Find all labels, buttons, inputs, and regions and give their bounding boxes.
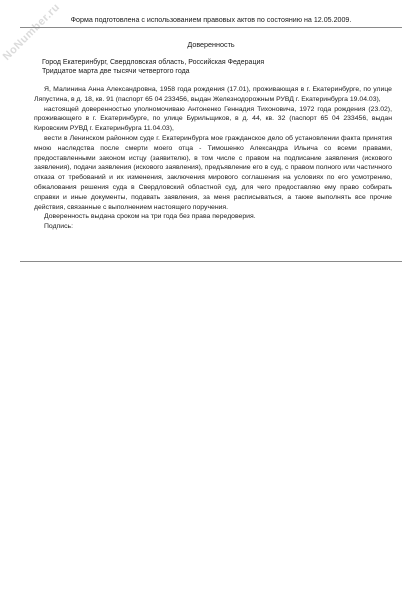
principal-paragraph: Я, Малинина Анна Александровна, 1958 года рождения (17.01), проживающая в г. Екатеринбурге, по улице Ляпустина, в д. 18, кв. 91 (паспорт 65 04 233456, выдан Железнодорожным РУВД г. Екатеринбурга 19.04.03), — [34, 86, 392, 103]
attorney-paragraph: настоящей доверенностью уполномочиваю Антоненко Геннадия Тихоновича, 1972 года рождения (23.02), проживающего в г. Екатеринбурге, по улице Бурильщиков, в д. 44, кв. 32 (паспорт 65 04 233456, выдан Кировским РУВД г. Екатеринбурга 11.04.03), — [34, 105, 392, 133]
powers-paragraph: вести в Ленинском районном суде г. Екатеринбурга мое гражданское дело об установлении факта принятия мною наследства после смерти моего отца - Тимошенко Александра Ильича со всеми правами, предоставленными законом истцу (заявителю), в том числе с правом на подписание заявления (искового заявления), подачи заявления (искового заявления), предъявление его в суд, с правом полного или частичного отказа от требований и их изменения, заключения мирового соглашения на условиях по его усмотрению, обжалования решения суда в Свердловский областной суд, для чего предоставляю ему право собирать справки и иные документы, подавать заявления, за меня расписываться, а также выполнять все прочие действия, связанные с выполнением настоящего поручения. — [34, 134, 392, 211]
place-line: Город Екатеринбург, Свердловская область, Российская Федерация — [42, 59, 265, 66]
footer-divider — [20, 261, 402, 262]
document-title: Доверенность — [187, 40, 235, 49]
date-line: Тридцатое марта две тысячи четвертого года — [42, 68, 190, 75]
form-header-note: Форма подготовлена с использованием правовых актов по состоянию на 12.05.2009. — [70, 16, 352, 24]
watermark: NoNumber.ru — [0, 1, 63, 63]
validity-paragraph: Доверенность выдана сроком на три года без права передоверия. — [44, 213, 256, 221]
signature-line: Подпись: — [44, 223, 73, 231]
header-divider — [20, 27, 402, 28]
document-body — [34, 85, 392, 232]
place-date-block — [42, 58, 264, 76]
